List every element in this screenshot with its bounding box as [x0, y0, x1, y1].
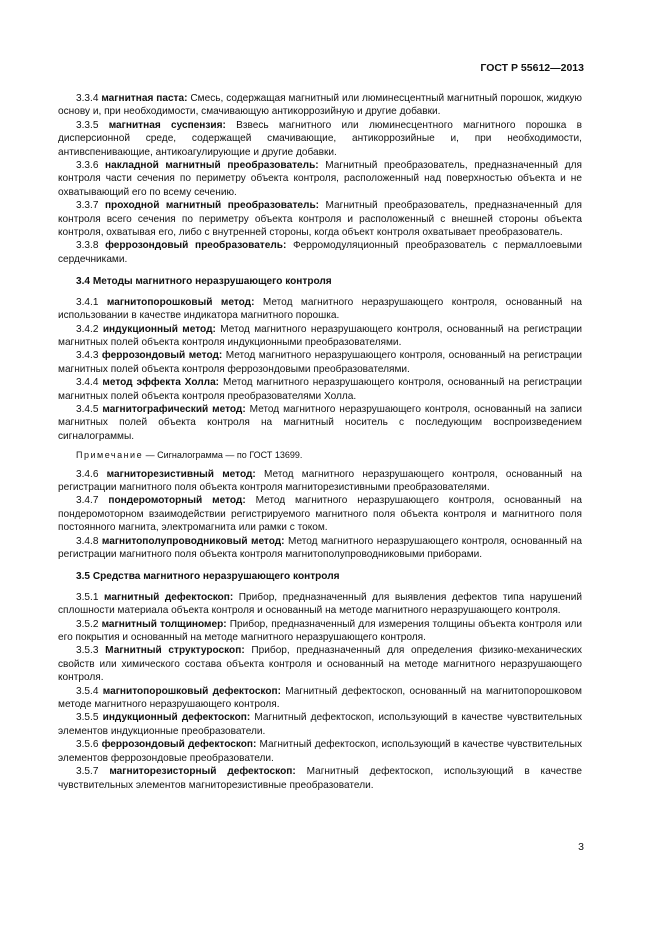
entry-text: Метод магнитного неразрушающего контроля, основанный на регистрации магнитных полей объекта контроля индукционными преобразователями.: [58, 323, 582, 348]
page-number: 3: [578, 841, 584, 853]
entry-number: 3.5.7: [76, 766, 99, 778]
definition-entry: [58, 644, 582, 684]
entry-text: Ферромодуляционный преобразователь с пермаллоевыми сердечниками.: [58, 240, 582, 265]
definition-entry: [58, 349, 582, 376]
entry-text: Магнитный дефектоскоп, использующий в качестве чувствительных элементов индукционные преобразователи.: [58, 712, 583, 737]
entry-text: Прибор, предназначенный для выявления дефектов типа нарушений сплошности материала объекта контроля и основанный на методе магнитного неразрушающего контроля.: [58, 591, 582, 617]
entry-number: 3.4.8: [76, 535, 99, 547]
definition-entry: [58, 296, 582, 323]
entry-text: Смесь, содержащая магнитный или люминесцентный магнитный порошок, жидкую основу и, при необходимости, смачивающую антикоррозийную и другие добавки.: [58, 93, 582, 118]
entry-text: Магнитный дефектоскоп, использующий в качестве чувствительных элементов феррозондовые преобразователи.: [58, 739, 582, 764]
definition-entry: [58, 199, 582, 239]
definition-entry: [58, 591, 582, 618]
entry-term: магниторезисторный дефектоскоп:: [109, 766, 296, 778]
document-code: ГОСТ Р 55612—2013: [480, 62, 584, 74]
entry-text: Прибор, предназначенный для измерения толщины объекта контроля или его покрытия и основанный на методе магнитного неразрушающего контроля.: [58, 618, 582, 644]
definition-entry: [58, 494, 582, 534]
entry-text: Прибор, предназначенный для определения физико-механических свойств или химического состава объекта контроля и основанный на методе магнитного неразрушающего контроля.: [58, 645, 582, 684]
entry-number: 3.5.6: [76, 739, 99, 751]
definition-entry: [58, 159, 582, 199]
block-3-3: [58, 92, 582, 266]
definition-entry: [58, 468, 582, 495]
definition-entry: [58, 618, 582, 645]
entry-term: индукционный дефектоскоп:: [102, 712, 251, 724]
entry-number: 3.4.7: [76, 495, 99, 507]
entry-term: магнитный дефектоскоп:: [104, 591, 234, 603]
entry-term: метод эффекта Холла:: [102, 377, 220, 389]
entry-number: 3.4.2: [76, 323, 99, 335]
definition-entry: [58, 738, 582, 765]
definition-entry: [58, 711, 582, 738]
entry-term: магнитопорошковый дефектоскоп:: [102, 685, 281, 697]
section-title-3-5: 3.5 Средства магнитного неразрушающего контроля: [76, 571, 340, 583]
definition-entry: [58, 239, 582, 266]
entry-term: феррозондовый преобразователь:: [105, 240, 287, 252]
entry-number: 3.4.1: [76, 296, 99, 308]
note: [76, 449, 582, 462]
entry-term: проходной магнитный преобразователь:: [104, 200, 320, 212]
entry-text: Метод магнитного неразрушающего контроля, основанный на пондеромоторном взаимодействии регистрируемого магнитного поля объекта контроля и магнитного поля постоянного магнита, электромагнита или рамки с током.: [58, 495, 582, 534]
note-label: Примечание: [76, 450, 144, 461]
entry-number: 3.3.8: [76, 240, 99, 252]
entry-term: пондеромоторный метод:: [108, 495, 246, 507]
section-title-3-4: 3.4 Методы магнитного неразрушающего контроля: [76, 276, 332, 288]
entry-number: 3.4.5: [76, 403, 99, 415]
entry-text: Магнитный дефектоскоп, использующий в качестве чувствительных элементов магниторезистивные преобразователи.: [58, 766, 582, 791]
entry-text: Метод магнитного неразрушающего контроля, основанный на использовании в качестве индикатора магнитного порошка.: [58, 296, 583, 322]
entry-number: 3.5.4: [76, 685, 99, 697]
definition-entry: [58, 685, 582, 712]
entry-number: 3.3.4: [76, 93, 99, 104]
entry-term: Магнитный структуроскоп:: [105, 645, 245, 657]
definition-entry: [58, 535, 582, 562]
block-3-5: [58, 591, 582, 792]
entry-text: Метод магнитного неразрушающего контроля, основанный на регистрации магнитных полей объекта контроля феррозондовыми преобразователями.: [58, 350, 582, 375]
definition-entry: [58, 92, 582, 119]
definition-entry: [58, 403, 582, 443]
entry-text: Метод магнитного неразрушающего контроля, основанный на регистрации магнитных полей объекта контроля преобразователями Холла.: [58, 377, 582, 402]
entry-text: Магнитный преобразователь, предназначенный для контроля всего сечения по периметру объекта контроля и расположенный с внешней стороны объекта контроля, охватывая его, либо с внутренней стороны, когда объект контроля охватывает преобразователь.: [58, 200, 583, 239]
entry-number: 3.5.5: [76, 712, 99, 724]
entry-term: магнитопорошковый метод:: [106, 296, 255, 308]
definition-entry: [58, 765, 582, 792]
entry-term: магнитная паста:: [101, 93, 188, 104]
entry-text: Магнитный дефектоскоп, основанный на магнитопорошковом методе магнитного неразрушающего контроля.: [58, 685, 582, 711]
entry-term: магниторезистивный метод:: [106, 468, 256, 480]
entry-term: индукционный метод:: [102, 323, 216, 335]
definition-entry: [58, 323, 582, 350]
page-content: [58, 92, 582, 792]
entry-term: магнитная суспензия:: [108, 119, 226, 131]
entry-number: 3.4.4: [76, 377, 99, 389]
entry-number: 3.3.5: [76, 119, 99, 131]
entry-number: 3.4.3: [76, 350, 99, 362]
entry-number: 3.4.6: [76, 468, 99, 480]
entry-term: магнитополупроводниковый метод:: [101, 535, 285, 547]
entry-text: Взвесь магнитного или люминесцентного магнитного порошка в дисперсионной среде, содержащей смачивающие, антикоррозийные и, при необходимости, антивспенивающие, антикоагулирующие и другие добавки.: [58, 119, 582, 158]
definition-entry: [58, 376, 582, 403]
entry-text: Магнитный преобразователь, предназначенный для контроля части сечения по периметру объекта контроля, расположенный над поверхностью объекта и не охватывающий его по всему сечению.: [58, 160, 583, 198]
entry-term: феррозондовый метод:: [101, 350, 223, 362]
entry-text: Метод магнитного неразрушающего контроля, основанный на регистрации магнитного поля объекта контроля магниторезистивными преобразователями.: [58, 468, 583, 493]
block-3-4: [58, 296, 582, 443]
note-text: — Сигналограмма — по ГОСТ 13699.: [145, 450, 303, 461]
entry-text: Метод магнитного неразрушающего контроля, основанный на регистрации магнитного поля объекта контроля магнитополупроводниковыми приборами.: [58, 535, 582, 560]
entry-number: 3.5.2: [76, 618, 99, 630]
entry-term: магнитографический метод:: [102, 403, 246, 415]
entry-term: феррозондовый дефектоскоп:: [101, 739, 257, 751]
entry-number: 3.3.6: [76, 160, 99, 172]
entry-term: магнитный толщиномер:: [101, 618, 227, 630]
block-3-4-cont: [58, 468, 582, 562]
entry-number: 3.5.1: [76, 591, 99, 603]
entry-term: накладной магнитный преобразователь:: [105, 160, 319, 172]
entry-number: 3.5.3: [76, 645, 99, 657]
definition-entry: [58, 119, 582, 159]
entry-number: 3.3.7: [76, 200, 99, 212]
entry-text: Метод магнитного неразрушающего контроля, основанный на записи магнитных полей объекта контроля на магнитный носитель с последующим воспроизведением сигналограммы.: [58, 403, 582, 442]
